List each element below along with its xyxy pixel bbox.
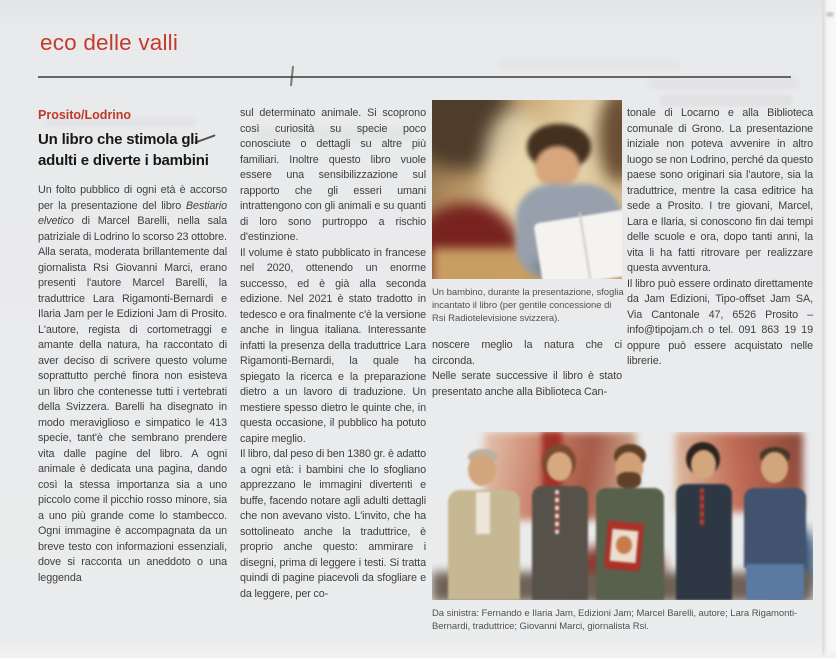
body-text: Un folto pubblico di ogni età è accorso per la presentazione del libro — [38, 184, 227, 212]
person-lara-rigamonti-bernardi — [672, 442, 736, 600]
column-2 — [240, 106, 426, 602]
person-body — [676, 484, 732, 600]
body-paragraph — [38, 183, 227, 245]
headline-line: Un libro che stimola gli — [38, 131, 199, 148]
body-paragraph: Alla serata, moderata brillantemente dal giornalista Rsi Giovanni Marci, erano presenti l'autore Marcel Barelli, la traduttrice Lara Rigamonti-Bernardi e Ilaria Jam per le Edizioni Jam di Prosito. L'autore, regista di cortometraggi e amante della natura, ha raccontato di aver deciso di scrivere questo volume soprattutto perché finora non esisteva un libro che contenesse tutti i vertebrati della Svizzera. Barelli ha disegnato in modo meraviglioso e simpatico le 413 specie, tant'è che sembrano prendere vita dalle pagine del libro. A ogni animale è dedicata una pagina, dando così la stessa importanza sia a uno piccolo come il picchio rosso minore, sia a uno più grande come lo stambecco. Ogni immagine è accompagnata da un breve testo con informazioni essenziali, dove si racconta un aneddoto o una leggenda — [38, 246, 227, 584]
paper-edge-bottom — [0, 650, 836, 658]
ink-bleedthrough — [500, 60, 680, 70]
article-headline — [38, 129, 227, 171]
person-head — [468, 454, 496, 486]
body-paragraph: Il libro può essere ordinato direttamente da Jam Edizioni, Tipo-offset Jam SA, Via Cantonale 47, 6526 Prosito – info@tipojam.ch o tel. 091 863 19 19 oppure può essere acquistato nelle librerie. — [627, 277, 813, 367]
person-jeans — [746, 564, 804, 600]
section-masthead: eco delle valli — [40, 30, 179, 55]
person-body — [532, 486, 588, 600]
ink-bleedthrough — [648, 78, 798, 89]
headline-line: adulti e diverte i bambini — [38, 152, 209, 169]
column-3 — [432, 338, 622, 400]
person-ilaria-jam — [528, 442, 590, 600]
body-paragraph: sul determinato animale. Si scoprono così curiosità su specie poco conosciute o dettagli su altre più familiari. Inoltre questo libro vuole essere una sensibilizzazione sul rapporto che gli esseri umani intrattengono con gli animali e su quanti di loro sono purtroppo a rischio d'estinzione. — [240, 107, 426, 243]
paper-edge — [822, 0, 836, 658]
book-cover-animal — [616, 536, 632, 554]
person-beard — [617, 472, 641, 488]
person-head — [761, 452, 788, 483]
photo-group-presentation — [432, 432, 813, 600]
person-body — [744, 488, 806, 568]
masthead-rule — [38, 76, 791, 78]
column-1 — [38, 108, 227, 586]
book-title-italic: Bestiario elvetico — [38, 199, 227, 227]
body-paragraph: noscere meglio la natura che ci circonda. — [432, 339, 622, 367]
scan-speck — [826, 12, 834, 17]
photo-boy-reading — [432, 100, 622, 279]
body-text: di Marcel Barelli, nella sala patriziale di Lodrino lo scorso 23 ottobre. — [38, 215, 227, 243]
person-necklace — [700, 488, 704, 526]
body-paragraph: Il volume è stato pubblicato in francese nel 2020, ottenendo un enorme successo, ed è già alla seconda edizione. Nel 2021 è stato tradotto in tedesco e ora finalmente c'è la versione anche in lingua italiana. Interessante infatti la presenza della traduttrice Lara Rigamonti-Bernardi, la quale ha spiegato la ricerca e la preparazione dietro a un lavoro di traduzione. Un mestiere spesso dietro le quinte che, in questa occasione, il pubblico ha potuto capire meglio. — [240, 246, 426, 445]
person-necklace — [555, 490, 559, 534]
person-head — [547, 452, 572, 481]
body-paragraph: tonale di Locarno e alla Biblioteca comunale di Grono. La presentazione iniziale non poteva avvenire in altro luogo se non Lodrino, perché da questo paese sono originari sia l'autore, sia la traduttrice, mentre la casa editrice ha sede a Prosito. I tre giovani, Marcel, Lara e Ilaria, si conoscono fin dai tempi delle scuole e ora, dopo tanti anni, la vita li ha fatti ritrovare per realizzare questa avventura. — [627, 107, 813, 274]
person-fernando-jam — [446, 446, 522, 600]
photo-boy-caption: Un bambino, durante la presentazione, sfoglia incantato il libro (per gentile concessione di Rsi Radiotelevisione svizzera). — [432, 287, 624, 324]
person-marcel-barelli — [594, 444, 666, 600]
ink-bleedthrough — [660, 95, 792, 106]
column-4 — [627, 106, 813, 370]
person-head — [691, 450, 716, 479]
body-paragraph: Il libro, dal peso di ben 1380 gr. è adatto a ogni età: i bambini che lo sfogliano apprezzano le immagini divertenti e buffe, facendo notare agli adulti dettagli che non avevano visto. L'invito, che ha sottolineato anche la traduttrice, è proprio anche questo: ammirare i disegni, prima di leggere i testi. Si tratta quindi di pagine piacevoli da sfogliare e da leggere, per co- — [240, 448, 426, 600]
photo-background-blob — [598, 100, 622, 183]
body-paragraph: Nelle serate successive il libro è stato presentato anche alla Biblioteca Can- — [432, 370, 622, 398]
boy-face — [535, 146, 580, 188]
article-kicker: Prosito/Lodrino — [38, 108, 132, 122]
photo-group-caption: Da sinistra: Fernando e Ilaria Jam, Edizioni Jam; Marcel Barelli, autore; Lara Rigamonti-Bernardi, traduttrice; Giovanni Marci, giornalista Rsi. — [432, 608, 798, 632]
person-shirt — [476, 492, 490, 534]
person-giovanni-marci — [740, 446, 810, 600]
